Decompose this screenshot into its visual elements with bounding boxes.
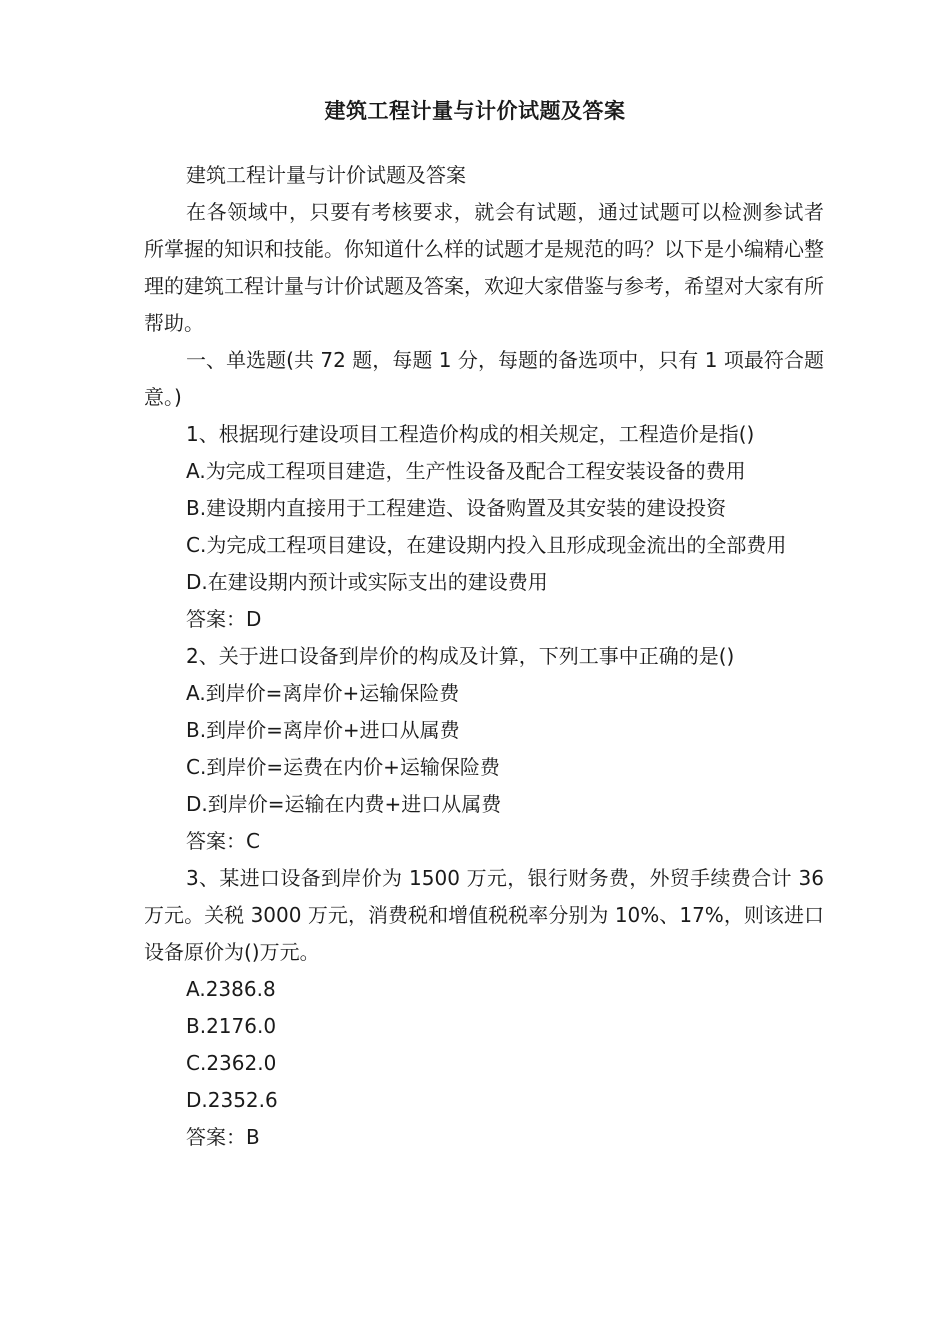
question-1-option-b: B.建设期内直接用于工程建造、设备购置及其安装的建设投资	[186, 496, 727, 520]
question-1-option-a: A.为完成工程项目建造，生产性设备及配合工程安装设备的费用	[186, 459, 746, 483]
question-1-option-d: D.在建设期内预计或实际支出的建设费用	[186, 570, 548, 594]
document-title: 建筑工程计量与计价试题及答案	[324, 99, 626, 123]
question-2-option-c: C.到岸价=运费在内价+运输保险费	[186, 755, 500, 779]
intro-paragraph: 在各领域中，只要有考核要求，就会有试题，通过试题可以检测参试者所掌握的知识和技能。你知道什么样的试题才是规范的吗？以下是小编精心整理的建筑工程计量与计价试题及答案，欢迎大家借鉴与参考，希望对大家有所帮助。	[144, 200, 824, 335]
question-1-answer: 答案：D	[186, 607, 262, 631]
question-2-answer: 答案：C	[186, 829, 260, 853]
intro-heading: 建筑工程计量与计价试题及答案	[186, 163, 466, 187]
question-3-option-b: B.2176.0	[186, 1014, 277, 1038]
question-1-option-c: C.为完成工程项目建设，在建设期内投入且形成现金流出的全部费用	[186, 533, 787, 557]
question-3-option-d: D.2352.6	[186, 1088, 278, 1112]
section-heading: 一、单选题(共 72 题，每题 1 分，每题的备选项中，只有 1 项最符合题意。)	[144, 348, 824, 409]
question-2-option-b: B.到岸价=离岸价+进口从属费	[186, 718, 460, 742]
question-2: 2、关于进口设备到岸价的构成及计算，下列工事中正确的是()	[186, 644, 735, 668]
question-2-option-d: D.到岸价=运输在内费+进口从属费	[186, 792, 502, 816]
question-3-option-a: A.2386.8	[186, 977, 276, 1001]
document-body	[144, 157, 824, 1156]
question-3: 3、某进口设备到岸价为 1500 万元，银行财务费，外贸手续费合计 36 万元。关税 3000 万元，消费税和增值税税率分别为 10%、17%，则该进口设备原价为()万元。	[144, 866, 824, 964]
question-3-option-c: C.2362.0	[186, 1051, 277, 1075]
question-3-answer: 答案：B	[186, 1125, 260, 1149]
question-2-option-a: A.到岸价=离岸价+运输保险费	[186, 681, 460, 705]
question-1: 1、根据现行建设项目工程造价构成的相关规定，工程造价是指()	[186, 422, 755, 446]
